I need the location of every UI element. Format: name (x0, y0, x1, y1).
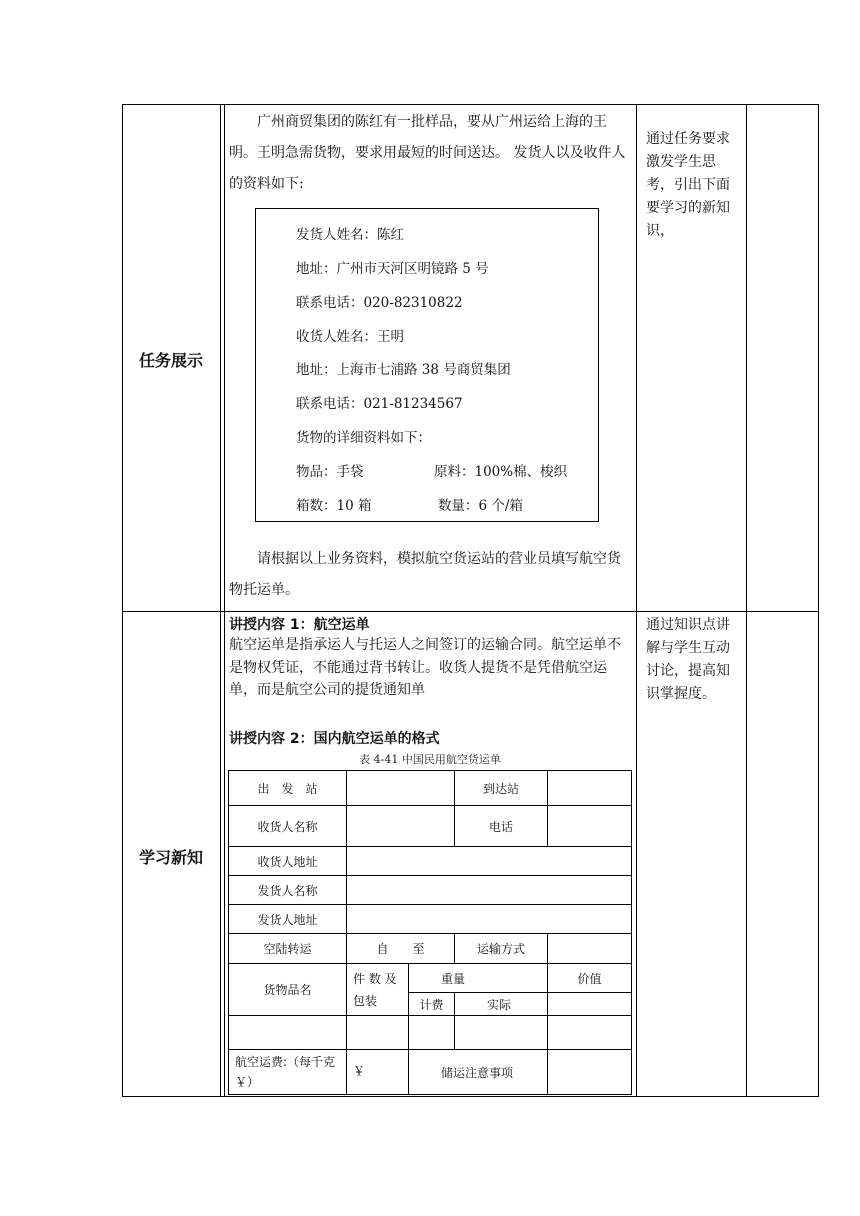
shipper-name: 发货人姓名：陈红 (296, 227, 404, 243)
air-freight-label: 航空运费:（每千克￥） (229, 1050, 347, 1095)
shipper-name-value[interactable] (347, 876, 632, 905)
from-to-label: 自 至 (347, 934, 455, 964)
goods-material: 原料：100%棉、梭织 (434, 464, 568, 480)
consignee-address: 地址：上海市七浦路 38 号商贸集团 (296, 362, 511, 378)
table-row (229, 1050, 632, 1095)
table-row (229, 964, 632, 993)
charged-weight-label: 计费 (409, 993, 455, 1016)
shipper-address: 地址：广州市天河区明镜路 5 号 (296, 261, 489, 277)
lecture-heading-1: 讲授内容 1：航空运单 (229, 617, 370, 633)
yen-sign: ￥ (347, 1050, 409, 1095)
value-label: 价值 (548, 964, 632, 993)
lecture-body-1: 航空运单是指承运人与托运人之间签订的运输合同。航空运单不是物权凭证，不能通过背书转让。收货人提货不是凭借航空运单，而是航空公司的提货通知单 (229, 637, 621, 698)
transport-mode-value[interactable] (548, 934, 632, 964)
shipper-name-label: 发货人名称 (229, 876, 347, 905)
phone-value[interactable] (548, 806, 632, 847)
departure-label: 出 发 站 (229, 771, 347, 806)
departure-value[interactable] (347, 771, 455, 806)
col-divider-1 (122, 104, 123, 1097)
shipper-address-label: 发货人地址 (229, 905, 347, 934)
phone-label: 电话 (455, 806, 548, 847)
extra-value[interactable] (548, 1016, 632, 1050)
consignee-address-value[interactable] (347, 847, 632, 876)
arrival-label: 到达站 (455, 771, 548, 806)
goods-qty: 数量：6 个/箱 (438, 498, 523, 514)
section-label-learn: 学习新知 (138, 848, 203, 867)
section-label-task: 任务展示 (138, 351, 203, 370)
handling-notes-label: 储运注意事项 (409, 1050, 548, 1095)
consignee-name-value[interactable] (347, 806, 455, 847)
table-row (229, 876, 632, 905)
pieces-packing-label: 件 数 及 包装 (347, 964, 409, 1016)
info-box (255, 208, 599, 522)
pieces-value[interactable] (347, 1016, 409, 1050)
shipper-address-value[interactable] (347, 905, 632, 934)
goods-boxes: 箱数：10 箱 (296, 498, 372, 514)
task-instruction: 请根据以上业务资料，模拟航空货运站的营业员填写航空货物托运单。 (229, 551, 621, 598)
col-divider-4 (746, 104, 747, 1097)
table-row (229, 905, 632, 934)
actual-weight-value[interactable] (455, 1016, 548, 1050)
transport-mode-label: 运输方式 (455, 934, 548, 964)
table-top-border (122, 104, 819, 105)
table-row (229, 806, 632, 847)
consignee-address-label: 收货人地址 (229, 847, 347, 876)
goods-name-value[interactable] (229, 1016, 347, 1050)
col-divider-2 (220, 104, 221, 1097)
table-bottom-border (122, 1096, 819, 1097)
actual-weight-label: 实际 (455, 993, 548, 1016)
air-waybill-table (228, 770, 632, 1095)
value-value[interactable] (548, 993, 632, 1016)
col-divider-3 (636, 104, 637, 1097)
handling-notes-value[interactable] (548, 1050, 632, 1095)
task-intro: 广州商贸集团的陈红有一批样品，要从广州运给上海的王明。王明急需货物，要求用最短的时间送达。 发货人以及收件人的资料如下: (229, 114, 626, 192)
arrival-value[interactable] (548, 771, 632, 806)
consignee-phone: 联系电话：021-81234567 (296, 396, 463, 412)
task-note: 通过任务要求激发学生思考，引出下面要学习的新知识， (646, 131, 730, 239)
weight-label: 重量 (409, 964, 548, 993)
goods-title: 货物的详细资料如下： (296, 430, 431, 446)
col-divider-2b (224, 104, 225, 1097)
lecture-heading-2: 讲授内容 2：国内航空运单的格式 (229, 731, 440, 747)
col-divider-5 (818, 104, 819, 1097)
shipper-phone: 联系电话：020-82310822 (296, 295, 463, 311)
goods-item: 物品：手袋 (296, 464, 364, 480)
table-row (229, 1016, 632, 1050)
table-row (229, 934, 632, 964)
transfer-label: 空陆转运 (229, 934, 347, 964)
table-caption: 表 4-41 中国民用航空货运单 (359, 753, 501, 766)
table-row (229, 771, 632, 806)
learn-note: 通过知识点讲解与学生互动讨论，提高知识掌握度。 (646, 617, 730, 702)
goods-name-label: 货物品名 (229, 964, 347, 1016)
consignee-name: 收货人姓名：王明 (296, 329, 404, 345)
row-divider (122, 611, 819, 612)
table-row (229, 847, 632, 876)
consignee-name-label: 收货人名称 (229, 806, 347, 847)
charged-weight-value[interactable] (409, 1016, 455, 1050)
